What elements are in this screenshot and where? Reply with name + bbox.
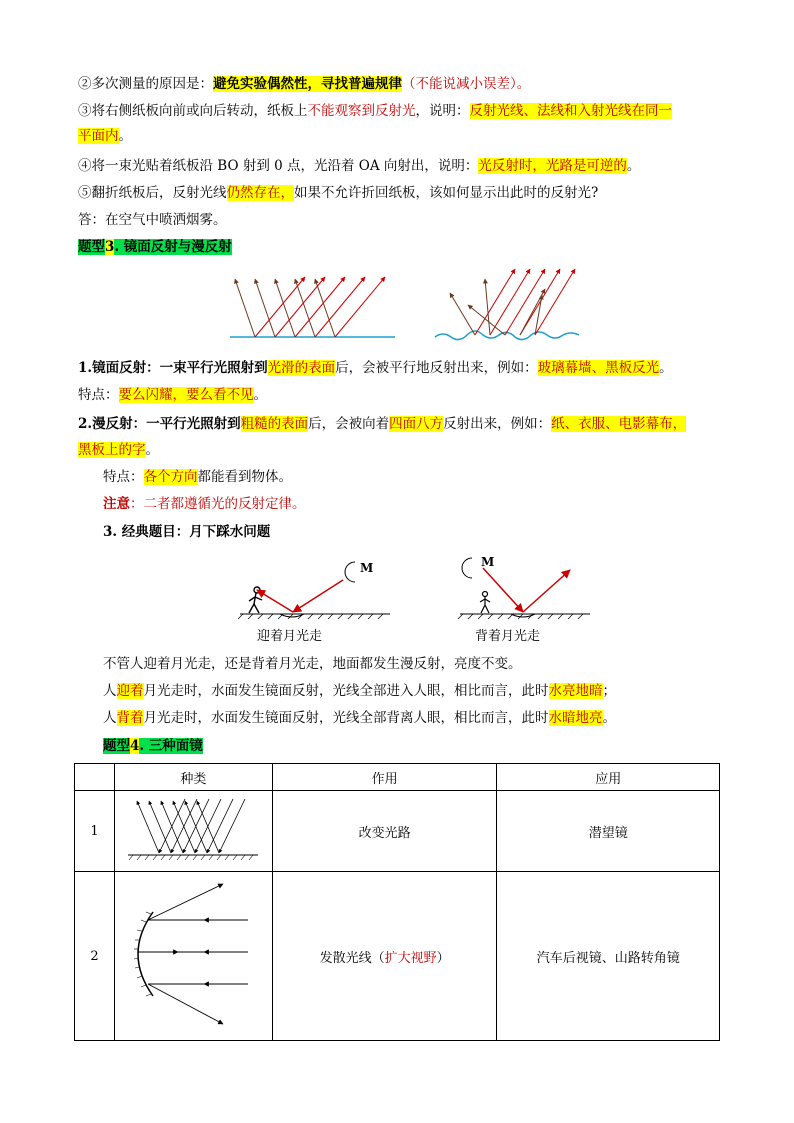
paragraph-fold-board: ⑤翻折纸板后，反射光线仍然存在，如果不允许折回纸板，该如何显示出此时的反射光?: [78, 185, 599, 201]
table-header-blank: [75, 764, 115, 791]
mirror-types-table: [74, 763, 720, 1041]
convex-mirror-cell: [114, 872, 272, 1041]
table-header-row: [75, 764, 720, 791]
moon-label-m: M: [360, 561, 374, 575]
paragraph-moon-3: 人背着月光走时，水面发生镜面反射，光线全部背离人眼，相比而言，此时水暗地亮。: [103, 710, 616, 726]
section-heading-4: 题型4. 三种面镜: [103, 738, 203, 754]
paragraph-answer: 答：在空气中喷洒烟雾。: [78, 212, 227, 228]
paragraph-diffuse: 2.漫反射：一平行光照射到粗糙的表面后，会被向着四面八方反射出来，例如：纸、衣服、电影幕布，: [78, 416, 687, 432]
plane-mirror-cell: [114, 791, 272, 872]
moon-label-m-2: M: [481, 555, 495, 569]
moonlight-diagrams: [235, 548, 595, 648]
paragraph-note: 注意：二者都遵循光的反射定律。: [103, 496, 306, 512]
caption-away-moon: 背着月光走: [475, 629, 541, 644]
table-header-use: 应用: [497, 764, 720, 791]
person-icon-2: [480, 592, 490, 614]
heading-classic-problem: 3. 经典题目：月下踩水问题: [103, 524, 271, 540]
effect-cell: 改变光路: [272, 791, 497, 872]
moon-icon: [345, 562, 355, 582]
paragraph-moon-1: 不管人迎着月光走，还是背着月光走，地面都发生漫反射，亮度不变。: [103, 656, 522, 672]
paragraph-reversible: ④将一束光贴着纸板沿 BO 射到 0 点，光沿着 OA 向射出，说明：光反射时，光路是可逆的。: [78, 158, 641, 174]
table-header-type: 种类: [114, 764, 272, 791]
diffuse-reflection-diagram: [435, 269, 579, 340]
caption-toward-moon: 迎着月光走: [257, 629, 323, 644]
paragraph-rotate-board-cont: 平面内。: [78, 128, 132, 144]
reflection-diagrams: [220, 265, 590, 353]
convex-mirror-diagram: [118, 874, 268, 1034]
use-cell: 潜望镜: [497, 791, 720, 872]
walking-toward-moon-diagram: [238, 561, 390, 644]
walking-away-moon-diagram: [458, 555, 590, 644]
paragraph-diffuse-feature: 特点：各个方向都能看到物体。: [103, 469, 292, 485]
table-header-effect: 作用: [272, 764, 497, 791]
section-heading-3: 题型3. 镜面反射与漫反射: [78, 239, 232, 255]
plane-mirror-diagram: [123, 793, 263, 865]
table-row: [75, 791, 720, 872]
paragraph-specular-feature: 特点：要么闪耀，要么看不见。: [78, 387, 267, 403]
effect-cell: 发散光线（扩大视野）: [272, 872, 497, 1041]
row-number: 1: [75, 791, 115, 872]
paragraph-diffuse-cont: 黑板上的字。: [78, 442, 159, 458]
use-cell: 汽车后视镜、山路转角镜: [497, 872, 720, 1041]
moon-icon-2: [462, 558, 472, 578]
paragraph-multiple-measurements: ②多次测量的原因是：避免实验偶然性，寻找普遍规律（不能说减小误差）。: [78, 76, 531, 92]
row-number: 2: [75, 872, 115, 1041]
paragraph-moon-2: 人迎着月光走时，水面发生镜面反射，光线全部进入人眼，相比而言，此时水亮地暗；: [103, 683, 616, 699]
specular-reflection-diagram: [230, 277, 395, 337]
paragraph-rotate-board: ③将右侧纸板向前或向后转动，纸板上不能观察到反射光，说明：反射光线、法线和入射光线在同一: [78, 103, 672, 119]
person-icon: [249, 587, 262, 613]
table-row: [75, 872, 720, 1041]
paragraph-specular: 1.镜面反射：一束平行光照射到光滑的表面后，会被平行地反射出来，例如：玻璃幕墙、黑板反光。: [78, 360, 673, 376]
